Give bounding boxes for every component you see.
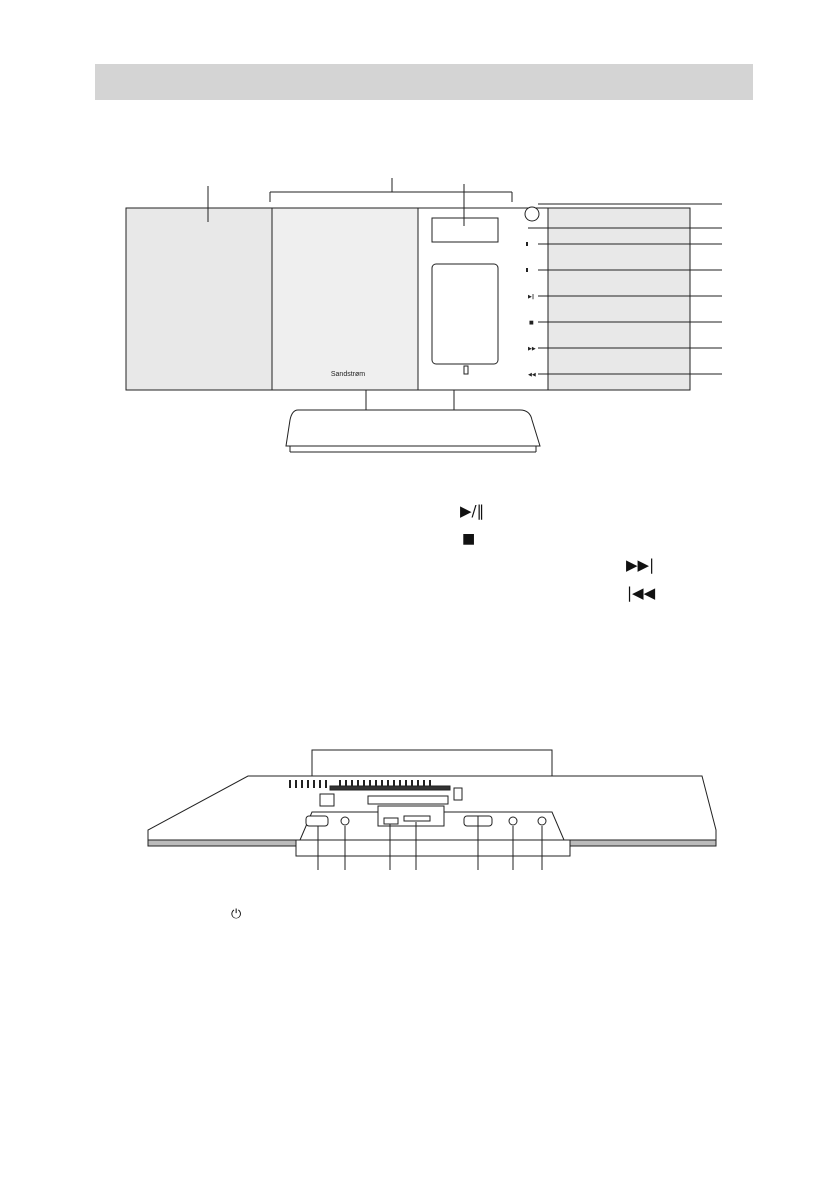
svg-text:■: ■ [529,320,534,326]
stop-icon: ■ [462,531,476,547]
card-slot [404,816,430,821]
skip-back-icon: |◀◀ [627,584,656,602]
skip-forward-icon: ▶▶| [626,556,655,574]
play-pause-icon: ▶/‖ [460,502,485,520]
jack-1 [341,817,349,825]
svg-text:▶▶: ▶▶ [528,346,536,352]
brand-label: Sandstrøm [330,371,366,378]
svg-text:▶‖: ▶‖ [528,294,535,300]
svg-text:◀◀: ◀◀ [528,372,536,378]
usb-port [384,818,398,824]
power-icon: ⏻ [231,907,242,922]
jack-2 [509,817,517,825]
jack-3 [538,817,546,825]
power-button [306,816,328,826]
